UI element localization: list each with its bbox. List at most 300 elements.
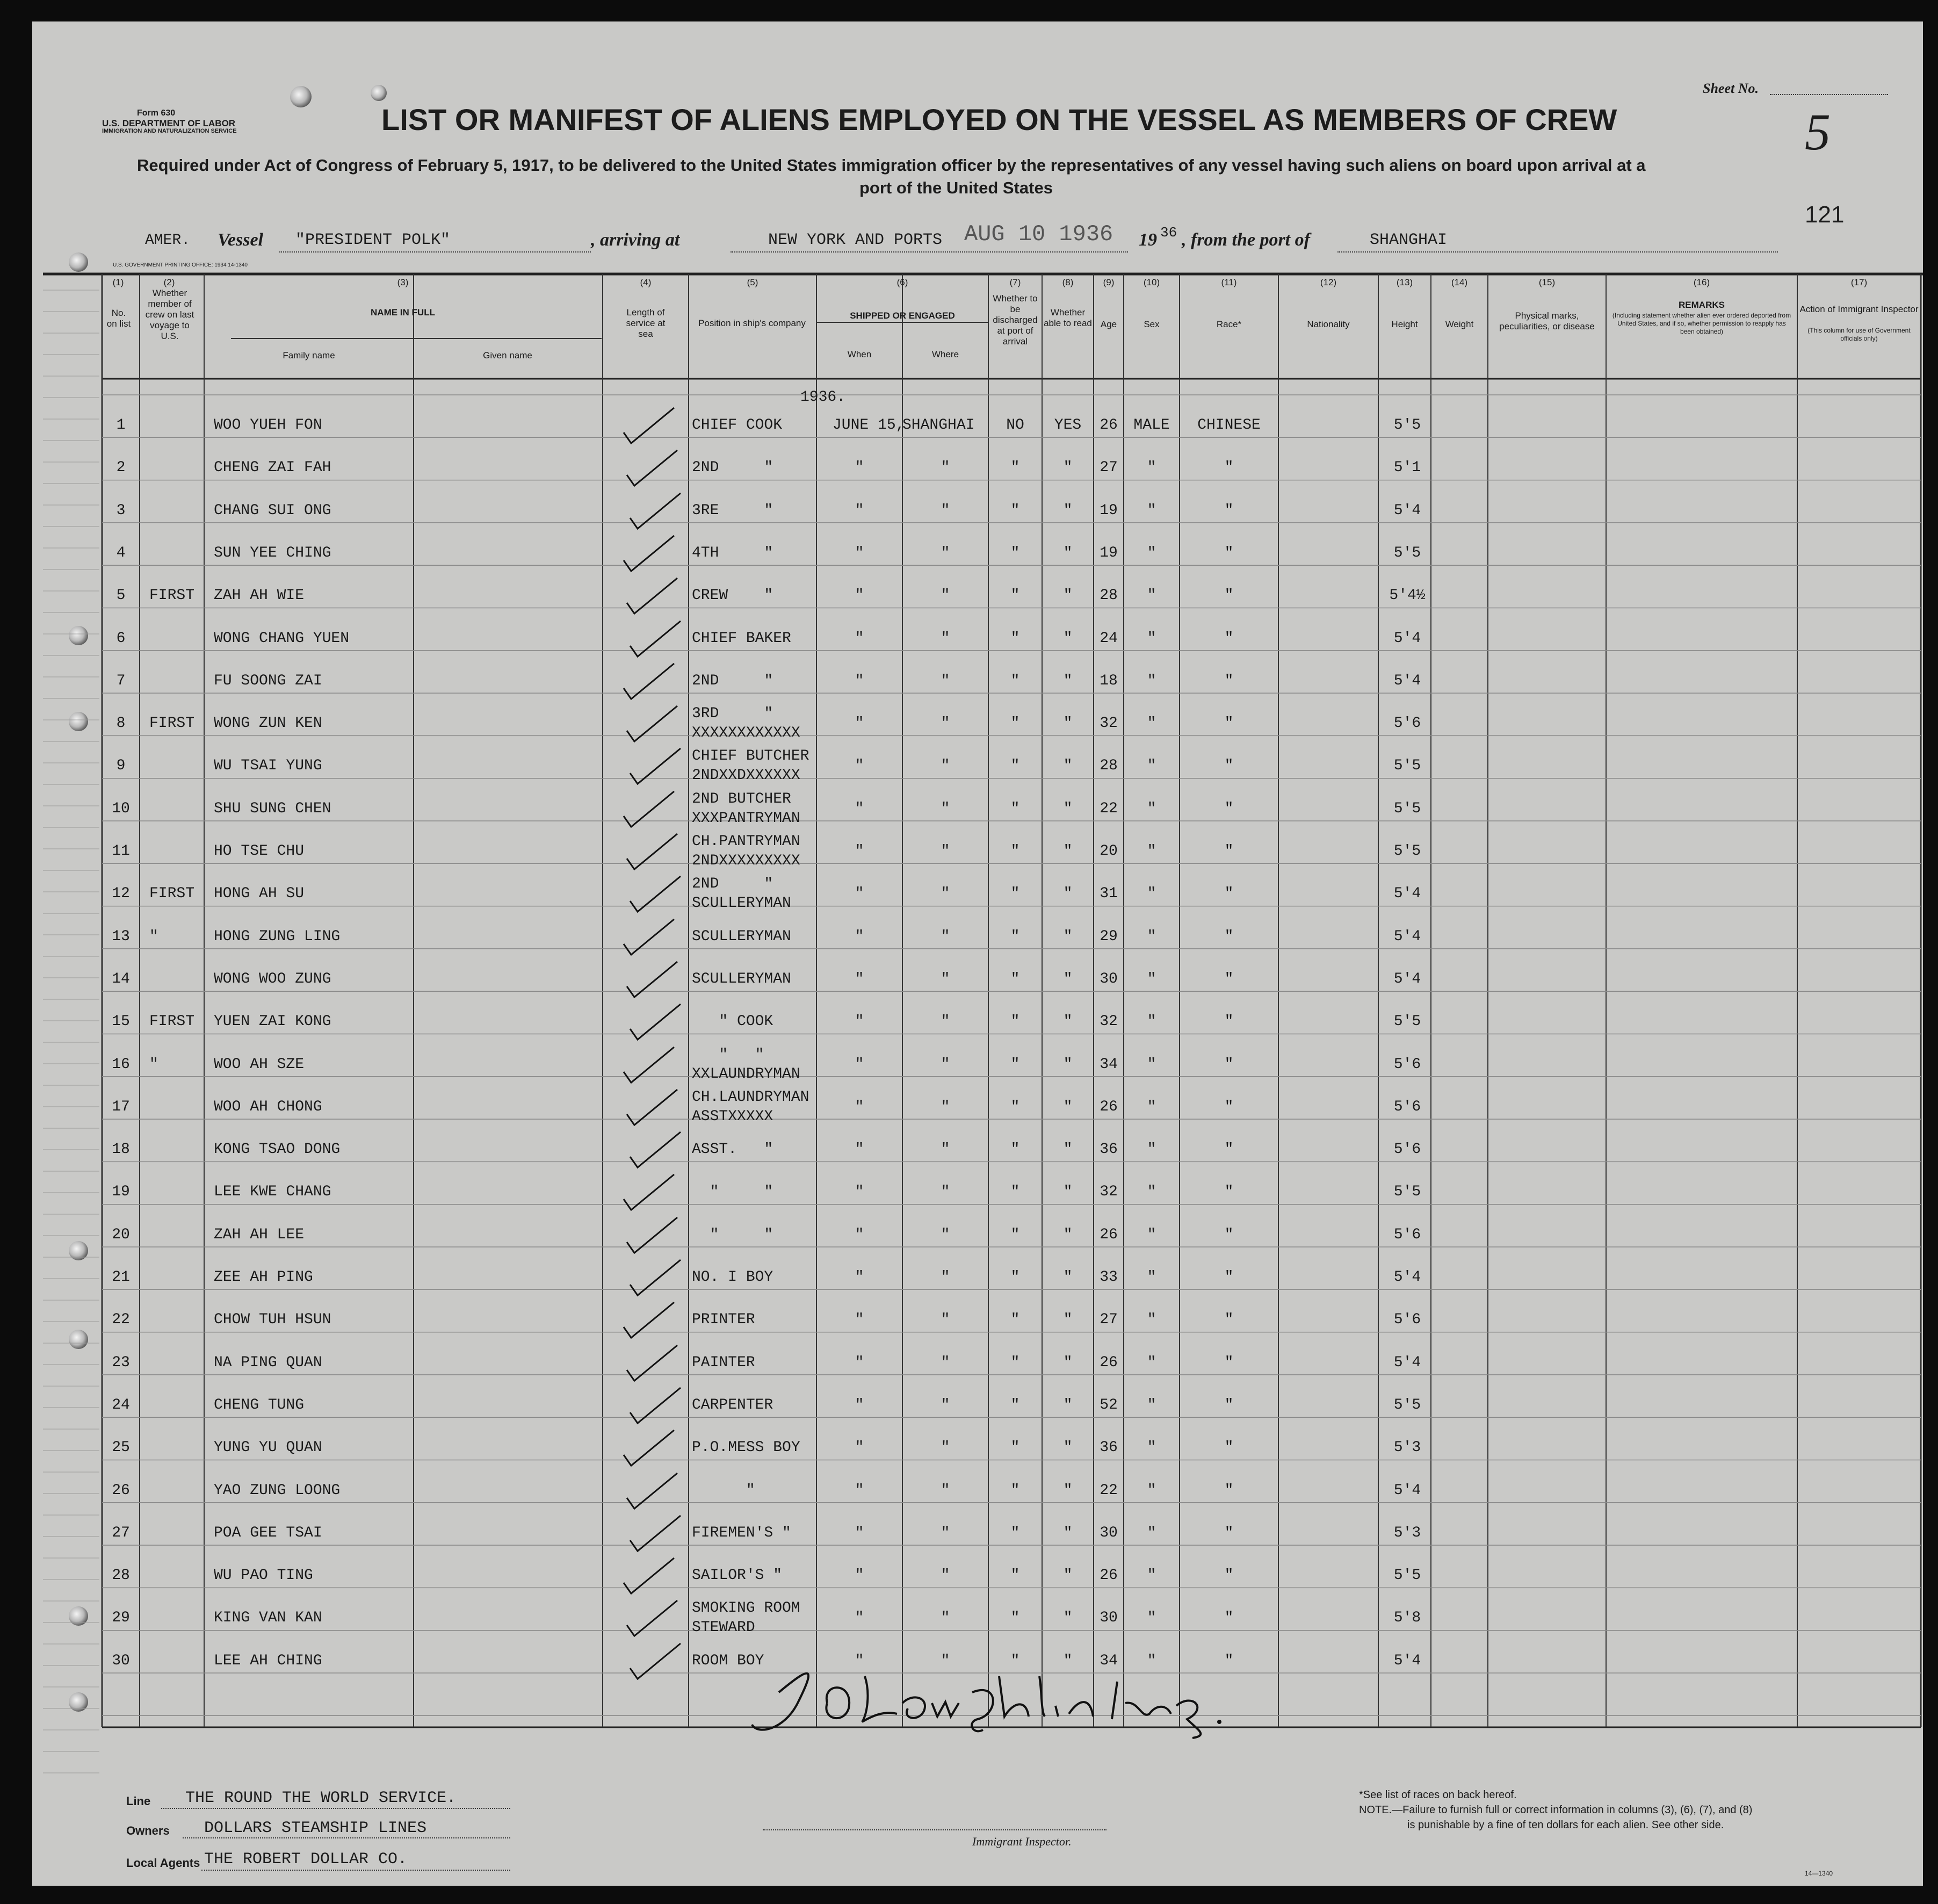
- row-shipped-where: ": [941, 1524, 950, 1541]
- row-sex: ": [1147, 502, 1156, 519]
- row-shipped-where: ": [941, 1269, 950, 1286]
- row-age: 28: [1100, 587, 1118, 604]
- row-sex: ": [1147, 587, 1156, 604]
- row-shipped-where: ": [941, 1610, 950, 1627]
- row-race: ": [1224, 459, 1234, 477]
- row-shipped-when: ": [855, 1311, 864, 1329]
- row-row-number: 11: [112, 843, 130, 860]
- row-able-to-read: ": [1063, 970, 1073, 987]
- check-icon: [624, 1598, 683, 1641]
- row-age: 18: [1100, 672, 1118, 689]
- row-height: 5'4: [1393, 970, 1421, 987]
- row-shipped-where: ": [941, 715, 950, 732]
- row-position: 2NDXXDXXXXXX: [692, 767, 800, 784]
- row-sex: ": [1147, 1184, 1156, 1201]
- row-able-to-read: ": [1063, 1610, 1073, 1627]
- row-position: CHIEF BAKER: [692, 630, 791, 647]
- col-3-number: (3): [397, 277, 409, 287]
- row-position: ROOM BOY: [692, 1652, 764, 1669]
- row-row-number: 16: [112, 1056, 130, 1073]
- row-age: 52: [1100, 1396, 1118, 1413]
- check-icon: [624, 1471, 683, 1514]
- row-sex: ": [1147, 1524, 1156, 1541]
- check-icon: [627, 874, 686, 917]
- col-12-number: (12): [1320, 277, 1337, 287]
- row-able-to-read: ": [1063, 1013, 1073, 1030]
- row-family-name: SHU SUNG CHEN: [214, 800, 331, 817]
- row-age: 32: [1100, 1184, 1118, 1201]
- row-age: 36: [1100, 1141, 1118, 1158]
- row-height: 5'5: [1393, 417, 1421, 434]
- row-position-correction: CHIEF BUTCHER: [692, 748, 809, 765]
- row-race: ": [1224, 758, 1234, 775]
- row-shipped-when: ": [855, 1098, 864, 1115]
- owners-value: DOLLARS STEAMSHIP LINES: [204, 1819, 427, 1837]
- row-family-name: CHOW TUH HSUN: [214, 1311, 331, 1329]
- row-row-number: 7: [116, 672, 126, 689]
- row-shipped-when: ": [855, 587, 864, 604]
- row-age: 26: [1100, 417, 1118, 434]
- row-row-number: 18: [112, 1141, 130, 1158]
- row-discharged: ": [1010, 1610, 1020, 1627]
- row-row-number: 25: [112, 1439, 130, 1456]
- row-position: CARPENTER: [692, 1396, 773, 1413]
- row-race: ": [1224, 1311, 1234, 1329]
- row-race: CHINESE: [1197, 417, 1261, 434]
- row-family-name: WOO AH SZE: [214, 1056, 305, 1073]
- col-2-number: (2): [163, 277, 175, 287]
- row-shipped-when: ": [855, 800, 864, 817]
- row-height: 5'5: [1393, 1013, 1421, 1030]
- row-height: 5'5: [1393, 1184, 1421, 1201]
- row-position: FIREMEN'S ": [692, 1524, 791, 1541]
- row-shipped-when: ": [855, 758, 864, 775]
- row-family-name: POA GEE TSAI: [214, 1524, 322, 1541]
- row-previous-voyage: ": [149, 1056, 158, 1073]
- row-discharged: ": [1010, 1056, 1020, 1073]
- row-age: 26: [1100, 1226, 1118, 1243]
- row-discharged: ": [1010, 1226, 1020, 1243]
- row-height: 5'5: [1393, 1567, 1421, 1584]
- fine-note-2: is punishable by a fine of ten dollars for each alien. See other side.: [1407, 1819, 1724, 1831]
- agents-label: Local Agents: [126, 1856, 200, 1870]
- row-position: " ": [692, 1226, 773, 1243]
- row-family-name: CHANG SUI ONG: [214, 502, 331, 519]
- row-race: ": [1224, 630, 1234, 647]
- row-sex: ": [1147, 1056, 1156, 1073]
- row-able-to-read: ": [1063, 1098, 1073, 1115]
- row-shipped-where: ": [941, 587, 950, 604]
- row-sex: ": [1147, 1013, 1156, 1030]
- row-age: 19: [1100, 502, 1118, 519]
- row-height: 5'4: [1393, 928, 1421, 945]
- col-16-header: REMARKS: [1679, 300, 1725, 310]
- row-shipped-where: ": [941, 1652, 950, 1669]
- row-shipped-when: ": [855, 1652, 864, 1669]
- col-14-header: Weight: [1445, 319, 1474, 329]
- row-able-to-read: ": [1063, 1482, 1073, 1499]
- row-shipped-where: ": [941, 758, 950, 775]
- row-height: 5'8: [1393, 1610, 1421, 1627]
- row-previous-voyage: FIRST: [149, 1013, 195, 1030]
- row-able-to-read: ": [1063, 1652, 1073, 1669]
- row-shipped-when: ": [855, 885, 864, 903]
- manifest-page: [32, 21, 1923, 1886]
- row-able-to-read: ": [1063, 885, 1073, 903]
- row-shipped-when: ": [855, 1482, 864, 1499]
- row-row-number: 10: [112, 800, 130, 817]
- col-6-header: SHIPPED OR ENGAGED: [850, 311, 955, 321]
- row-discharged: ": [1010, 800, 1020, 817]
- row-sex: ": [1147, 885, 1156, 903]
- col-2-header: Whether member of crew on last voyage to U.S.: [145, 288, 194, 341]
- check-icon: [624, 576, 683, 619]
- row-height: 5'4½: [1389, 587, 1426, 604]
- col-12-header: Nationality: [1307, 319, 1350, 329]
- check-icon: [624, 1343, 683, 1386]
- row-shipped-where: ": [941, 1226, 950, 1243]
- row-family-name: WONG CHANG YUEN: [214, 630, 350, 647]
- col-10-number: (10): [1143, 277, 1160, 287]
- row-family-name: KING VAN KAN: [214, 1610, 322, 1627]
- row-discharged: NO: [1006, 417, 1024, 434]
- row-row-number: 22: [112, 1311, 130, 1329]
- row-row-number: 3: [116, 502, 126, 519]
- row-row-number: 24: [112, 1396, 130, 1413]
- row-family-name: WU PAO TING: [214, 1567, 313, 1584]
- row-age: 30: [1100, 970, 1118, 987]
- inspector-label: Immigrant Inspector.: [972, 1835, 1072, 1848]
- row-race: ": [1224, 715, 1234, 732]
- row-age: 34: [1100, 1056, 1118, 1073]
- row-sex: ": [1147, 758, 1156, 775]
- row-age: 27: [1100, 459, 1118, 477]
- row-discharged: ": [1010, 715, 1020, 732]
- row-able-to-read: ": [1063, 800, 1073, 817]
- owners-label: Owners: [126, 1824, 170, 1837]
- row-shipped-where: ": [941, 502, 950, 519]
- row-row-number: 27: [112, 1524, 130, 1541]
- row-discharged: ": [1010, 885, 1020, 903]
- check-icon: [620, 533, 679, 576]
- col-5-header: Position in ship's company: [698, 318, 806, 328]
- row-shipped-where: ": [941, 800, 950, 817]
- row-family-name: FU SOONG ZAI: [214, 672, 322, 689]
- check-icon: [620, 917, 679, 960]
- row-row-number: 12: [112, 885, 130, 903]
- row-shipped-where: ": [941, 1184, 950, 1201]
- row-sex: ": [1147, 630, 1156, 647]
- col-6-number: (6): [896, 277, 908, 287]
- check-icon: [620, 1045, 679, 1088]
- row-discharged: ": [1010, 1013, 1020, 1030]
- stamp-number: 121: [1805, 201, 1845, 228]
- col-15-header: Physical marks, peculiarities, or disease: [1499, 311, 1595, 331]
- row-sex: ": [1147, 1226, 1156, 1243]
- row-row-number: 4: [116, 544, 126, 561]
- col-14-number: (14): [1451, 277, 1468, 287]
- row-height: 5'5: [1393, 758, 1421, 775]
- row-position-correction: SMOKING ROOM: [692, 1600, 800, 1617]
- row-age: 27: [1100, 1311, 1118, 1329]
- col-16-number: (16): [1693, 277, 1710, 287]
- row-discharged: ": [1010, 1439, 1020, 1456]
- row-position: CREW ": [692, 587, 773, 604]
- row-height: 5'3: [1393, 1524, 1421, 1541]
- check-icon: [627, 619, 686, 662]
- row-shipped-when: ": [855, 459, 864, 477]
- row-position: SCULLERYMAN: [692, 895, 791, 912]
- row-shipped-when: ": [855, 1610, 864, 1627]
- row-age: 26: [1100, 1354, 1118, 1371]
- row-sex: ": [1147, 843, 1156, 860]
- row-shipped-when: ": [855, 1141, 864, 1158]
- row-sex: ": [1147, 1098, 1156, 1115]
- row-able-to-read: ": [1063, 1226, 1073, 1243]
- row-race: ": [1224, 1226, 1234, 1243]
- col-4-header: Length of service at sea: [626, 307, 666, 339]
- col-9-number: (9): [1103, 277, 1115, 287]
- row-shipped-where: ": [941, 459, 950, 477]
- row-position: STEWARD: [692, 1619, 755, 1636]
- row-race: ": [1224, 587, 1234, 604]
- col-6b-header: Where: [931, 349, 959, 359]
- row-discharged: ": [1010, 1354, 1020, 1371]
- row-previous-voyage: ": [149, 928, 158, 945]
- row-shipped-where: ": [941, 544, 950, 561]
- row-shipped-where: ": [941, 1098, 950, 1115]
- row-race: ": [1224, 1056, 1234, 1073]
- row-able-to-read: ": [1063, 672, 1073, 689]
- row-height: 5'5: [1393, 1396, 1421, 1413]
- row-race: ": [1224, 1184, 1234, 1201]
- row-sex: ": [1147, 1354, 1156, 1371]
- check-icon: [624, 1215, 683, 1258]
- sheet-label: Sheet No.: [1703, 81, 1759, 96]
- row-shipped-when: JUNE 15,: [833, 417, 905, 434]
- row-sex: ": [1147, 1652, 1156, 1669]
- row-position: 4TH ": [692, 544, 773, 561]
- row-shipped-when: ": [855, 970, 864, 987]
- line-underline: [161, 1808, 510, 1809]
- inspector-signature: [747, 1660, 1230, 1741]
- col-10-header: Sex: [1144, 319, 1160, 329]
- row-row-number: 28: [112, 1567, 130, 1584]
- row-position: 2ND ": [692, 672, 773, 689]
- row-height: 5'4: [1393, 630, 1421, 647]
- row-sex: MALE: [1133, 417, 1170, 434]
- row-shipped-where: ": [941, 885, 950, 903]
- row-family-name: LEE KWE CHANG: [214, 1184, 331, 1201]
- row-sex: ": [1147, 970, 1156, 987]
- row-sex: ": [1147, 1311, 1156, 1329]
- row-discharged: ": [1010, 502, 1020, 519]
- row-height: 5'1: [1393, 459, 1421, 477]
- row-position: CHIEF COOK: [692, 417, 783, 434]
- col-16-subheader: (Including statement whether alien ever ordered deported from United States, and if so, whether permission to reapply has been obtained): [1612, 312, 1791, 335]
- row-age: 29: [1100, 928, 1118, 945]
- row-sex: ": [1147, 1396, 1156, 1413]
- row-age: 22: [1100, 800, 1118, 817]
- row-race: ": [1224, 1652, 1234, 1669]
- row-position-correction: CH.LAUNDRYMAN: [692, 1088, 809, 1106]
- row-sex: ": [1147, 672, 1156, 689]
- row-row-number: 1: [116, 417, 126, 434]
- row-row-number: 30: [112, 1652, 130, 1669]
- printing-office: U.S. GOVERNMENT PRINTING OFFICE: 1934 14-1340: [113, 262, 248, 268]
- row-discharged: ": [1010, 1141, 1020, 1158]
- row-shipped-when: ": [855, 630, 864, 647]
- row-previous-voyage: FIRST: [149, 715, 195, 732]
- row-age: 32: [1100, 715, 1118, 732]
- row-position: P.O.MESS BOY: [692, 1439, 800, 1456]
- row-height: 5'6: [1393, 1141, 1421, 1158]
- row-age: 30: [1100, 1610, 1118, 1627]
- department-label: U.S. DEPARTMENT OF LABOR: [102, 118, 236, 128]
- row-able-to-read: ": [1063, 843, 1073, 860]
- col-3-header: NAME IN FULL: [371, 307, 435, 318]
- row-shipped-where: ": [941, 1141, 950, 1158]
- row-height: 5'5: [1393, 800, 1421, 817]
- row-race: ": [1224, 1610, 1234, 1627]
- row-position-correction: 3RD ": [692, 705, 773, 723]
- col-5-number: (5): [747, 277, 758, 287]
- row-row-number: 14: [112, 970, 130, 987]
- check-icon: [624, 448, 683, 491]
- row-family-name: YUEN ZAI KONG: [214, 1013, 331, 1030]
- row-position: 3RE ": [692, 502, 773, 519]
- row-age: 22: [1100, 1482, 1118, 1499]
- from-label: , from the port of: [1182, 230, 1310, 250]
- row-sex: ": [1147, 928, 1156, 945]
- row-shipped-where: ": [941, 1482, 950, 1499]
- col-9-header: Age: [1100, 319, 1117, 329]
- row-sex: ": [1147, 1269, 1156, 1286]
- row-able-to-read: ": [1063, 630, 1073, 647]
- row-shipped-when: ": [855, 1567, 864, 1584]
- row-able-to-read: ": [1063, 1056, 1073, 1073]
- row-discharged: ": [1010, 672, 1020, 689]
- col-17-subheader: (This column for use of Government officials only): [1807, 327, 1911, 342]
- row-height: 5'4: [1393, 1652, 1421, 1669]
- row-row-number: 26: [112, 1482, 130, 1499]
- row-shipped-where: ": [941, 1056, 950, 1073]
- row-sex: ": [1147, 800, 1156, 817]
- row-age: 26: [1100, 1567, 1118, 1584]
- check-icon: [627, 746, 686, 789]
- row-shipped-where: ": [941, 1354, 950, 1371]
- row-race: ": [1224, 1013, 1234, 1030]
- row-able-to-read: ": [1063, 1567, 1073, 1584]
- form-code: 14—1340: [1805, 1870, 1833, 1877]
- service-label: IMMIGRATION AND NATURALIZATION SERVICE: [102, 128, 237, 134]
- row-height: 5'5: [1393, 544, 1421, 561]
- row-able-to-read: ": [1063, 1439, 1073, 1456]
- row-position: SAILOR'S ": [692, 1567, 783, 1584]
- col-3a-header: Family name: [283, 350, 335, 360]
- row-position: ASSTXXXXX: [692, 1108, 773, 1125]
- row-shipped-where: ": [941, 630, 950, 647]
- row-position: XXXXXXXXXXXX: [692, 725, 800, 742]
- races-note: *See list of races on back hereof.: [1359, 1789, 1517, 1801]
- row-sex: ": [1147, 1482, 1156, 1499]
- row-race: ": [1224, 1439, 1234, 1456]
- row-sex: ": [1147, 1141, 1156, 1158]
- col-17-header: Action of Immigrant Inspector: [1799, 304, 1919, 314]
- row-shipped-when: ": [855, 1439, 864, 1456]
- row-able-to-read: ": [1063, 1354, 1073, 1371]
- row-family-name: CHENG ZAI FAH: [214, 459, 331, 477]
- row-shipped-when: ": [855, 1226, 864, 1243]
- row-shipped-where: ": [941, 928, 950, 945]
- row-shipped-when: ": [855, 1056, 864, 1073]
- row-position: " COOK: [692, 1013, 773, 1030]
- row-age: 34: [1100, 1652, 1118, 1669]
- row-row-number: 23: [112, 1354, 130, 1371]
- row-shipped-when: ": [855, 1396, 864, 1413]
- year-prefix: 19: [1139, 230, 1157, 250]
- row-discharged: ": [1010, 1098, 1020, 1115]
- row-position: " ": [692, 1184, 773, 1201]
- row-discharged: ": [1010, 1269, 1020, 1286]
- row-family-name: SUN YEE CHING: [214, 544, 331, 561]
- agents-value: THE ROBERT DOLLAR CO.: [204, 1850, 408, 1869]
- check-icon: [627, 1513, 686, 1556]
- row-family-name: HONG AH SU: [214, 885, 305, 903]
- row-able-to-read: ": [1063, 928, 1073, 945]
- flag-field: AMER.: [145, 232, 191, 249]
- row-able-to-read: ": [1063, 502, 1073, 519]
- row-shipped-when: ": [855, 1269, 864, 1286]
- row-discharged: ": [1010, 630, 1020, 647]
- row-previous-voyage: FIRST: [149, 587, 195, 604]
- check-icon: [620, 661, 679, 704]
- row-height: 5'4: [1393, 1269, 1421, 1286]
- row-race: ": [1224, 885, 1234, 903]
- row-shipped-where: ": [941, 672, 950, 689]
- row-shipped-when: ": [855, 1184, 864, 1201]
- row-position: ": [692, 1482, 755, 1499]
- row-shipped-where: ": [941, 1396, 950, 1413]
- row-discharged: ": [1010, 758, 1020, 775]
- col-3b-header: Given name: [483, 350, 532, 360]
- year-value: 36: [1160, 225, 1177, 241]
- row-position: 2ND ": [692, 459, 773, 477]
- col-8-number: (8): [1062, 277, 1074, 287]
- row-shipped-where: ": [941, 1311, 950, 1329]
- row-family-name: YAO ZUNG LOONG: [214, 1482, 341, 1499]
- row-sex: ": [1147, 1439, 1156, 1456]
- arriving-label: , arriving at: [591, 230, 680, 250]
- row-position: XXXPANTRYMAN: [692, 810, 800, 827]
- row-discharged: ": [1010, 1311, 1020, 1329]
- col-11-number: (11): [1221, 277, 1237, 287]
- row-height: 5'4: [1393, 672, 1421, 689]
- owners-underline: [183, 1837, 510, 1838]
- row-row-number: 9: [116, 758, 126, 775]
- row-able-to-read: ": [1063, 587, 1073, 604]
- row-race: ": [1224, 1524, 1234, 1541]
- row-shipped-when: ": [855, 544, 864, 561]
- row-discharged: ": [1010, 1396, 1020, 1413]
- row-shipped-when: ": [855, 928, 864, 945]
- col-11-header: Race*: [1216, 319, 1242, 329]
- row-family-name: LEE AH CHING: [214, 1652, 322, 1669]
- row-family-name: ZEE AH PING: [214, 1269, 313, 1286]
- row-able-to-read: ": [1063, 1396, 1073, 1413]
- row-age: 28: [1100, 758, 1118, 775]
- arriving-port: NEW YORK AND PORTS: [768, 231, 943, 249]
